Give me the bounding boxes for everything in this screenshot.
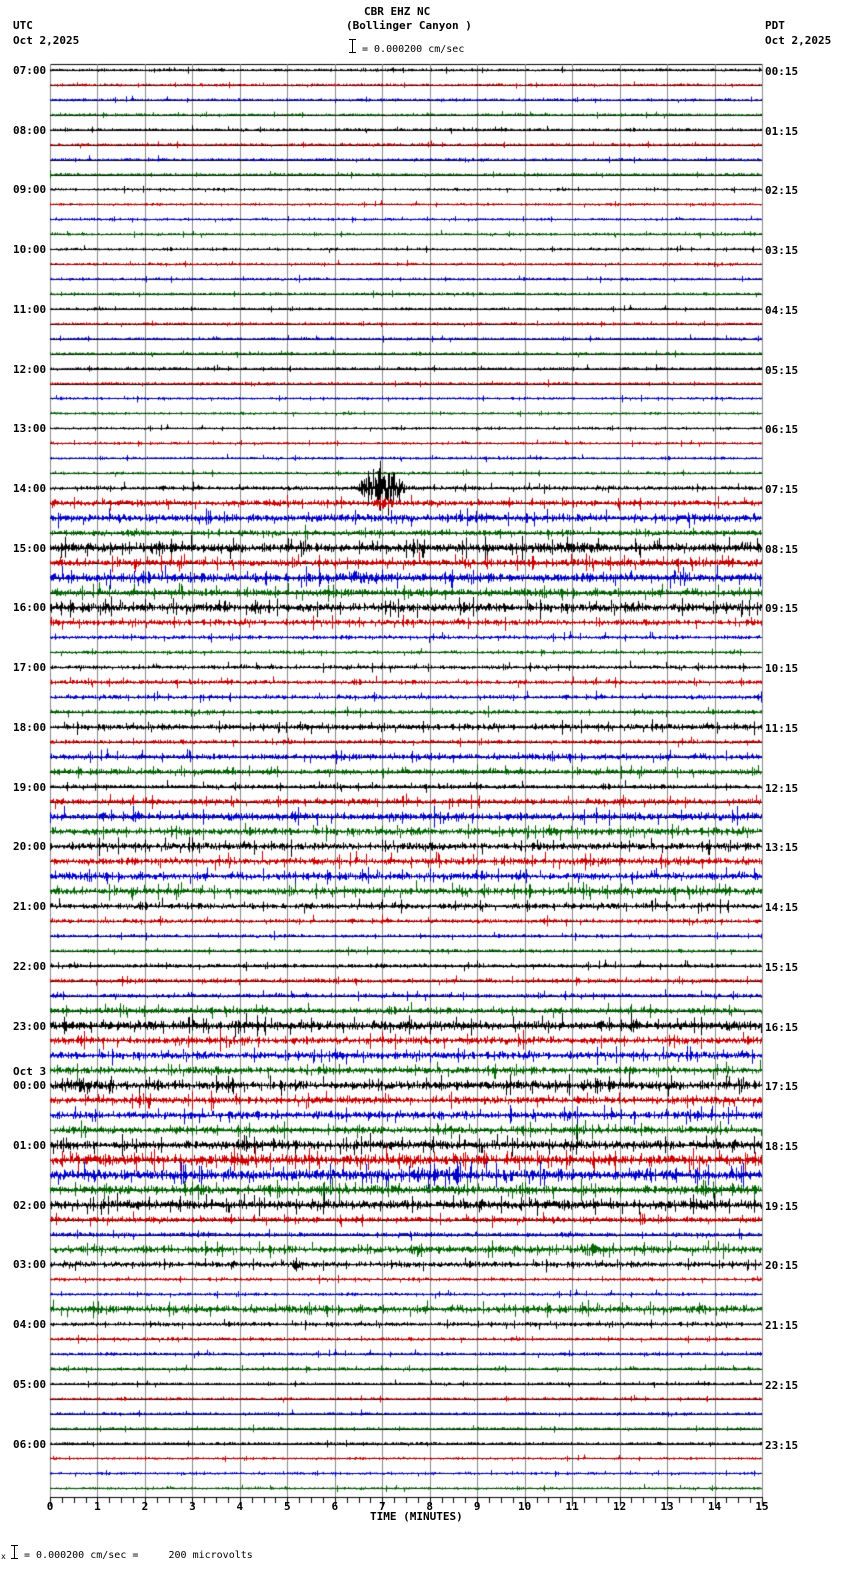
scale-bar-icon bbox=[352, 39, 360, 53]
pdt-hour-label: 00:15 bbox=[765, 65, 799, 78]
pdt-hour-label: 02:15 bbox=[765, 184, 799, 198]
x-tick-label: 15 bbox=[755, 1500, 769, 1513]
utc-hour-label: 09:00 bbox=[13, 183, 47, 197]
pdt-hour-label: 17:15 bbox=[765, 1080, 799, 1094]
left-timezone: UTC bbox=[13, 19, 33, 32]
utc-hour-label: 16:00 bbox=[13, 601, 47, 615]
x-tick-label: 12 bbox=[612, 1500, 627, 1513]
pdt-hour-label: 20:15 bbox=[765, 1259, 799, 1273]
x-tick-label: 0 bbox=[46, 1500, 54, 1513]
left-date: Oct 2,2025 bbox=[13, 34, 80, 47]
pdt-hour-label: 01:15 bbox=[765, 124, 799, 138]
utc-hour-label: 03:00 bbox=[13, 1258, 47, 1272]
x-tick-label: 2 bbox=[141, 1500, 149, 1513]
pdt-hour-label: 19:15 bbox=[765, 1199, 799, 1213]
utc-hour-label: 20:00 bbox=[13, 840, 47, 854]
pdt-hour-label: 03:15 bbox=[765, 244, 799, 258]
pdt-hour-label: 21:15 bbox=[765, 1319, 799, 1333]
pdt-hour-label: 06:15 bbox=[765, 423, 799, 437]
utc-hour-label: 22:00 bbox=[13, 959, 47, 973]
pdt-hour-label: 18:15 bbox=[765, 1139, 799, 1153]
utc-hour-label: 23:00 bbox=[13, 1019, 47, 1033]
utc-hour-label: 11:00 bbox=[13, 302, 47, 316]
pdt-hour-label: 10:15 bbox=[765, 662, 799, 676]
x-tick-label: 7 bbox=[378, 1500, 386, 1513]
utc-hour-label: 10:00 bbox=[13, 243, 47, 257]
utc-hour-label: 00:00 bbox=[13, 1079, 47, 1093]
utc-hour-label: 05:00 bbox=[13, 1377, 47, 1391]
utc-hour-label: 15:00 bbox=[13, 541, 47, 555]
utc-hour-label: 07:00 bbox=[13, 64, 47, 77]
utc-hour-label: 12:00 bbox=[13, 362, 47, 376]
utc-hour-label: 13:00 bbox=[13, 422, 47, 436]
x-tick-label: 9 bbox=[473, 1500, 481, 1513]
pdt-hour-label: 15:15 bbox=[765, 960, 799, 974]
x-tick-label: 14 bbox=[707, 1500, 722, 1513]
x-tick-label: 13 bbox=[660, 1500, 674, 1513]
date-change-label: Oct 3 bbox=[13, 1065, 47, 1079]
x-tick-label: 5 bbox=[284, 1500, 291, 1513]
pdt-hour-label: 08:15 bbox=[765, 542, 799, 556]
x-tick-label: 1 bbox=[94, 1500, 101, 1513]
x-axis-label: TIME (MINUTES) bbox=[370, 1510, 463, 1523]
header-scale-text: = 0.000200 cm/sec bbox=[362, 44, 465, 55]
utc-hour-label: 06:00 bbox=[13, 1437, 47, 1451]
footer-scale-bar-icon bbox=[14, 1545, 22, 1559]
pdt-hour-label: 13:15 bbox=[765, 841, 799, 855]
pdt-hour-label: 11:15 bbox=[765, 721, 799, 735]
utc-hour-label: 17:00 bbox=[13, 661, 47, 675]
pdt-hour-label: 16:15 bbox=[765, 1020, 799, 1034]
utc-hour-label: 14:00 bbox=[13, 482, 47, 496]
right-timezone: PDT bbox=[765, 19, 785, 32]
right-date: Oct 2,2025 bbox=[765, 34, 832, 47]
pdt-hour-label: 14:15 bbox=[765, 901, 799, 915]
pdt-hour-label: 09:15 bbox=[765, 602, 799, 616]
x-tick-label: 8 bbox=[426, 1500, 434, 1513]
pdt-hour-label: 07:15 bbox=[765, 483, 799, 497]
x-tick-label: 3 bbox=[189, 1500, 196, 1513]
utc-hour-label: 04:00 bbox=[13, 1318, 47, 1332]
x-tick-label: 4 bbox=[236, 1500, 244, 1513]
footer-scale-prefix: x bbox=[1, 1552, 6, 1561]
utc-hour-label: 18:00 bbox=[13, 720, 47, 734]
utc-hour-label: 02:00 bbox=[13, 1198, 47, 1212]
footer-scale-text: = 0.000200 cm/sec = 200 microvolts bbox=[24, 1550, 253, 1561]
utc-hour-label: 21:00 bbox=[13, 900, 47, 914]
pdt-hour-label: 12:15 bbox=[765, 781, 799, 795]
station-title: CBR EHZ NC bbox=[364, 5, 431, 18]
pdt-hour-label: 05:15 bbox=[765, 363, 799, 377]
utc-hour-label: 19:00 bbox=[13, 780, 47, 794]
x-tick-label: 11 bbox=[565, 1500, 579, 1513]
utc-hour-label: 01:00 bbox=[13, 1138, 47, 1152]
x-tick-label: 6 bbox=[331, 1500, 339, 1513]
pdt-hour-label: 22:15 bbox=[765, 1378, 799, 1392]
pdt-hour-label: 04:15 bbox=[765, 303, 799, 317]
pdt-hour-label: 23:15 bbox=[765, 1438, 799, 1452]
x-tick-label: 10 bbox=[518, 1500, 532, 1513]
station-location: (Bollinger Canyon ) bbox=[346, 19, 472, 32]
utc-hour-label: 08:00 bbox=[13, 123, 47, 137]
